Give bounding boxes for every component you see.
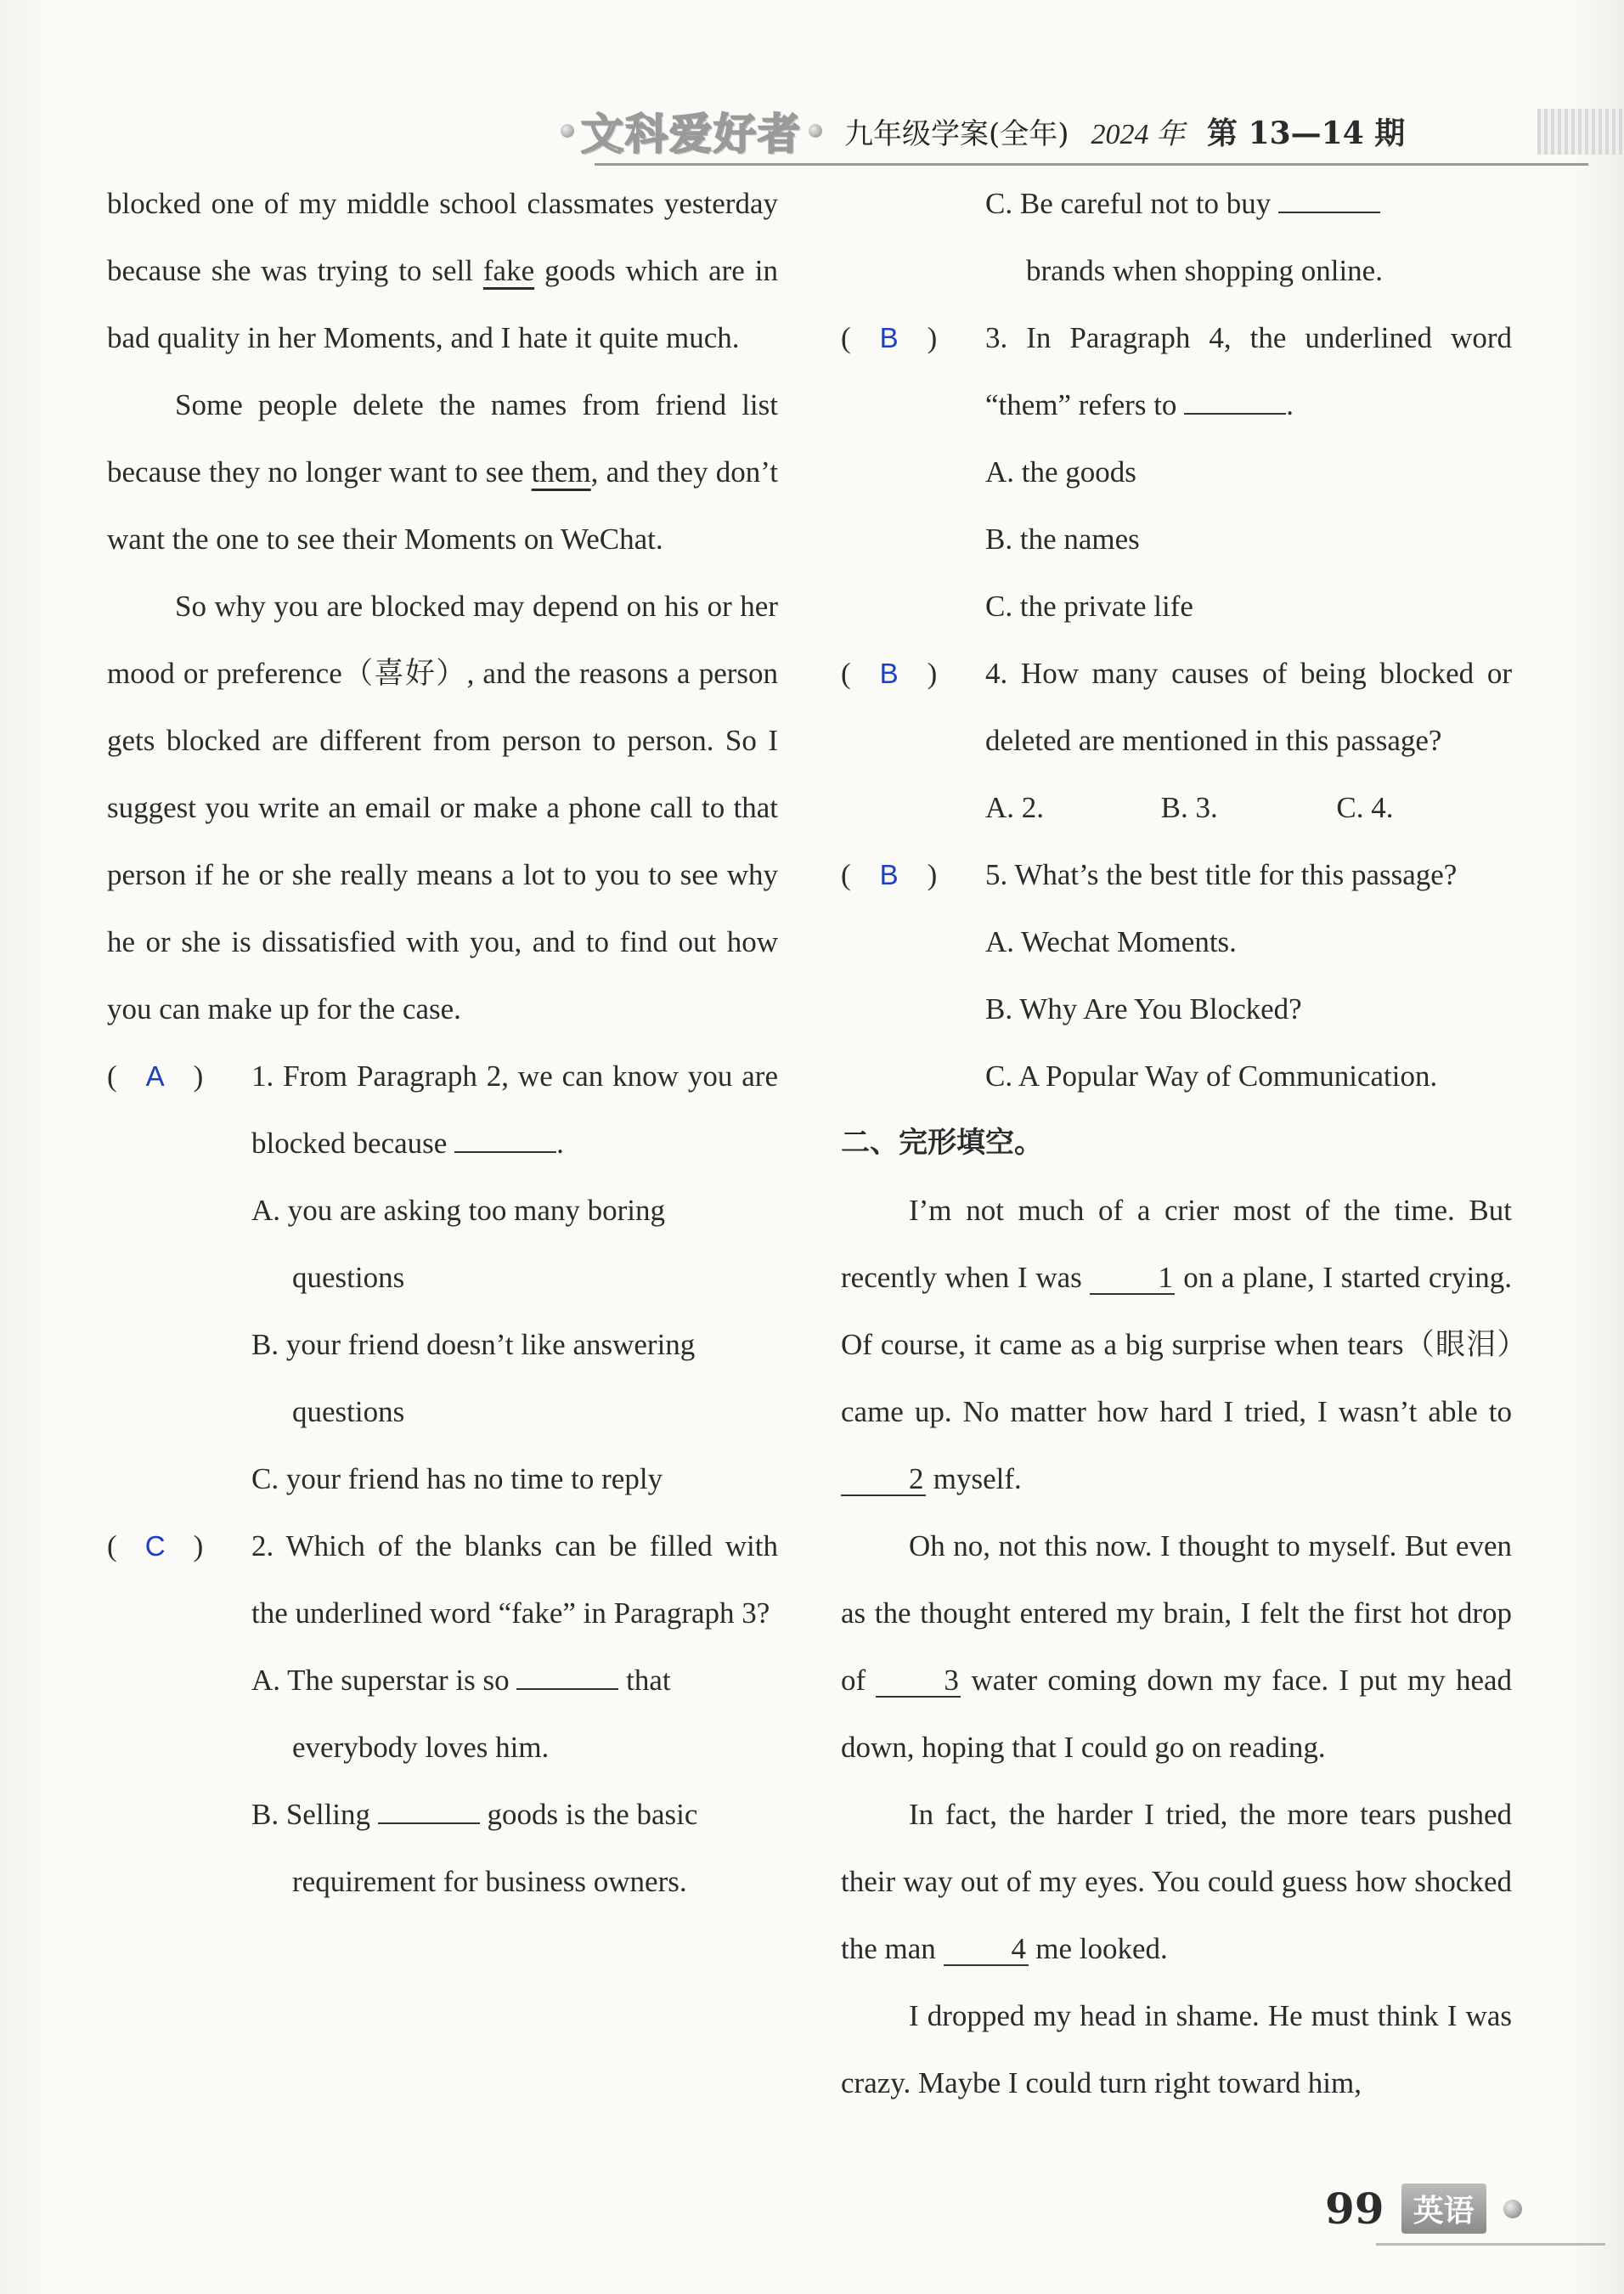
question-3: ( B ) 3. In Paragraph 4, the underlined word “them” refers to . — [841, 304, 1512, 438]
brand-logo: 文科爱好者 — [581, 110, 802, 159]
q1-option-c: C. your friend has no time to reply — [251, 1462, 663, 1495]
cloze-blank-4: 4 — [944, 1934, 1029, 1966]
left-column: blocked one of my middle school classmates yesterday because she was trying to sell fake goods which are in bad quality in her Moments, and I hate it quite much. Some people delete the names from friend list because they no longer want to see them, and they don’t want the one to see their Moments on WeChat. So why you are blocked may depend on his or her mood or preference（喜好）, and the reasons a person gets blocked are different from person to person. So I suggest you write an email or make a phone call to that person if he or she really means a lot to you to see why he or she is dissatisfied with you, and to find out how you can make up for the case. ( A ) 1. From Paragraph 2, we can know you are blocked because . A. you are asking too many boring questions B. your friend doesn’t like answering questions C. your friend has no time to reply ( C ) 2. Which of the blanks can be filled with the underlined word “fake” in Paragraph 3? A. The superstar is so that everybody loves him. B. Selling goods is the basic requirement for business owners. — [107, 170, 778, 1915]
q3-option-a: A. the goods — [985, 455, 1136, 489]
right-column: C. Be careful not to buy brands when shopping online. ( B ) 3. In Paragraph 4, the underlined word “them” refers to . A. the goods B. the names C. the private life ( B ) 4. How many causes of being blocked or deleted are mentioned in this passage? A. 2. B. 3. C. 4. ( B ) 5. What’s the best title for this passage? A. Wechat Moments. B. Why Are You Blocked? C. A Popular Way of Communication. 二、完形填空。 I’m not much of a crier most of the time. But recently when I was 1 on a plane, I started crying. Of course, it came as a big surprise when tears（眼泪）came up. No matter how hard I tried, I wasn’t able to 2 myself. Oh no, not this now. I thought to myself. But even as the thought entered my brain, I felt the first hot drop of 3 water coming down my face. I put my head down, hoping that I could go on reading. In fact, the harder I tried, the more tears pushed their way out of my eyes. You could guess how shocked the man 4 me looked. I dropped my head in shame. He must think I was crazy. Maybe I could turn right toward him, — [841, 170, 1512, 2116]
section-title-cloze: 二、完形填空。 — [841, 1126, 1043, 1160]
q5-option-a: A. Wechat Moments. — [985, 925, 1237, 958]
header-decoration — [1537, 109, 1622, 155]
q2-option-c: C. Be careful not to buy — [841, 170, 1512, 237]
underlined-word-fake: fake — [482, 254, 535, 287]
answer-2: C — [144, 1530, 166, 1562]
question-4: ( B ) 4. How many causes of being blocked or deleted are mentioned in this passage? — [841, 640, 1512, 774]
paragraph-3-end: blocked one of my middle school classmates yesterday because she was trying to sell fake goods which are in bad quality in her Moments, and I hate it quite much. — [107, 187, 778, 354]
cloze-blank-1: 1 — [1090, 1263, 1175, 1295]
q2-option-a: A. The superstar is so that — [107, 1647, 778, 1714]
page-header — [561, 100, 1622, 161]
question-1: ( A ) 1. From Paragraph 2, we can know you are blocked because . — [107, 1042, 778, 1177]
q5-option-c: C. A Popular Way of Communication. — [985, 1059, 1438, 1093]
answer-5: B — [879, 859, 899, 890]
question-5: ( B ) 5. What’s the best title for this passage? — [841, 841, 1512, 908]
year-label: 2024 年 — [1091, 118, 1186, 150]
cloze-paragraph-2: Oh no, not this now. I thought to myself. But even as the thought entered my brain, I felt the first hot drop of 3 water coming down my face. I put my head down, hoping that I could go on reading. — [841, 1529, 1513, 1764]
answer-3: B — [879, 322, 899, 353]
page-footer — [1325, 2184, 1522, 2234]
header-divider — [595, 163, 1588, 166]
brand-dot-icon — [809, 124, 822, 138]
q4-options — [841, 774, 1512, 841]
q1-option-b: B. your friend doesn’t like answering — [251, 1328, 696, 1361]
cloze-blank-2: 2 — [841, 1464, 926, 1496]
cloze-paragraph-3: In fact, the harder I tried, the more tears pushed their way out of my eyes. You could guess how shocked the man 4 me looked. — [841, 1798, 1512, 1965]
cloze-paragraph-1: I’m not much of a crier most of the time. But recently when I was 1 on a plane, I started crying. Of course, it came as a big surprise when tears（眼泪）came up. No matter how hard I tried, I wasn’t able to 2 myself. — [841, 1194, 1512, 1495]
answer-1: A — [145, 1060, 165, 1092]
issue-label: 第 13—14 期 — [1207, 115, 1406, 151]
q4-option-b: B. 3. — [1160, 791, 1218, 824]
page-number: 99 — [1325, 2184, 1384, 2234]
paragraph-4: Some people delete the names from friend list because they no longer want to see them, and they don’t want the one to see their Moments on WeChat. — [107, 388, 778, 556]
q3-option-c: C. the private life — [985, 590, 1193, 623]
cloze-paragraph-4: I dropped my head in shame. He must think I was crazy. Maybe I could turn right toward him, — [841, 1999, 1512, 2099]
footer-divider — [1376, 2243, 1605, 2246]
brand-dot-icon — [561, 124, 574, 138]
q4-option-a: A. 2. — [985, 791, 1045, 824]
q3-option-b: B. the names — [985, 523, 1140, 556]
paragraph-5: So why you are blocked may depend on his or her mood or preference（喜好）, and the reasons a person gets blocked are different from person to person. So I suggest you write an email or make a phone call to that person if he or she really means a lot to you to see why he or she is dissatisfied with you, and to find out how you can make up for the case. — [107, 590, 778, 1026]
question-2: ( C ) 2. Which of the blanks can be filled with the underlined word “fake” in Paragraph 3? — [107, 1512, 778, 1647]
grade-label: 九年级学案(全年) — [844, 116, 1069, 151]
cloze-blank-3: 3 — [876, 1665, 961, 1698]
q2-option-b: B. Selling goods is the basic — [107, 1781, 778, 1848]
brand — [561, 100, 822, 161]
footer-dot-icon — [1503, 2200, 1522, 2218]
q4-option-c: C. 4. — [1336, 791, 1394, 824]
underlined-word-them: them — [531, 455, 591, 489]
q1-option-a: A. you are asking too many boring — [251, 1194, 665, 1227]
answer-blank — [454, 1124, 556, 1153]
subject-badge: 英语 — [1401, 2184, 1486, 2234]
q5-option-b: B. Why Are You Blocked? — [985, 992, 1302, 1026]
answer-4: B — [879, 658, 899, 689]
